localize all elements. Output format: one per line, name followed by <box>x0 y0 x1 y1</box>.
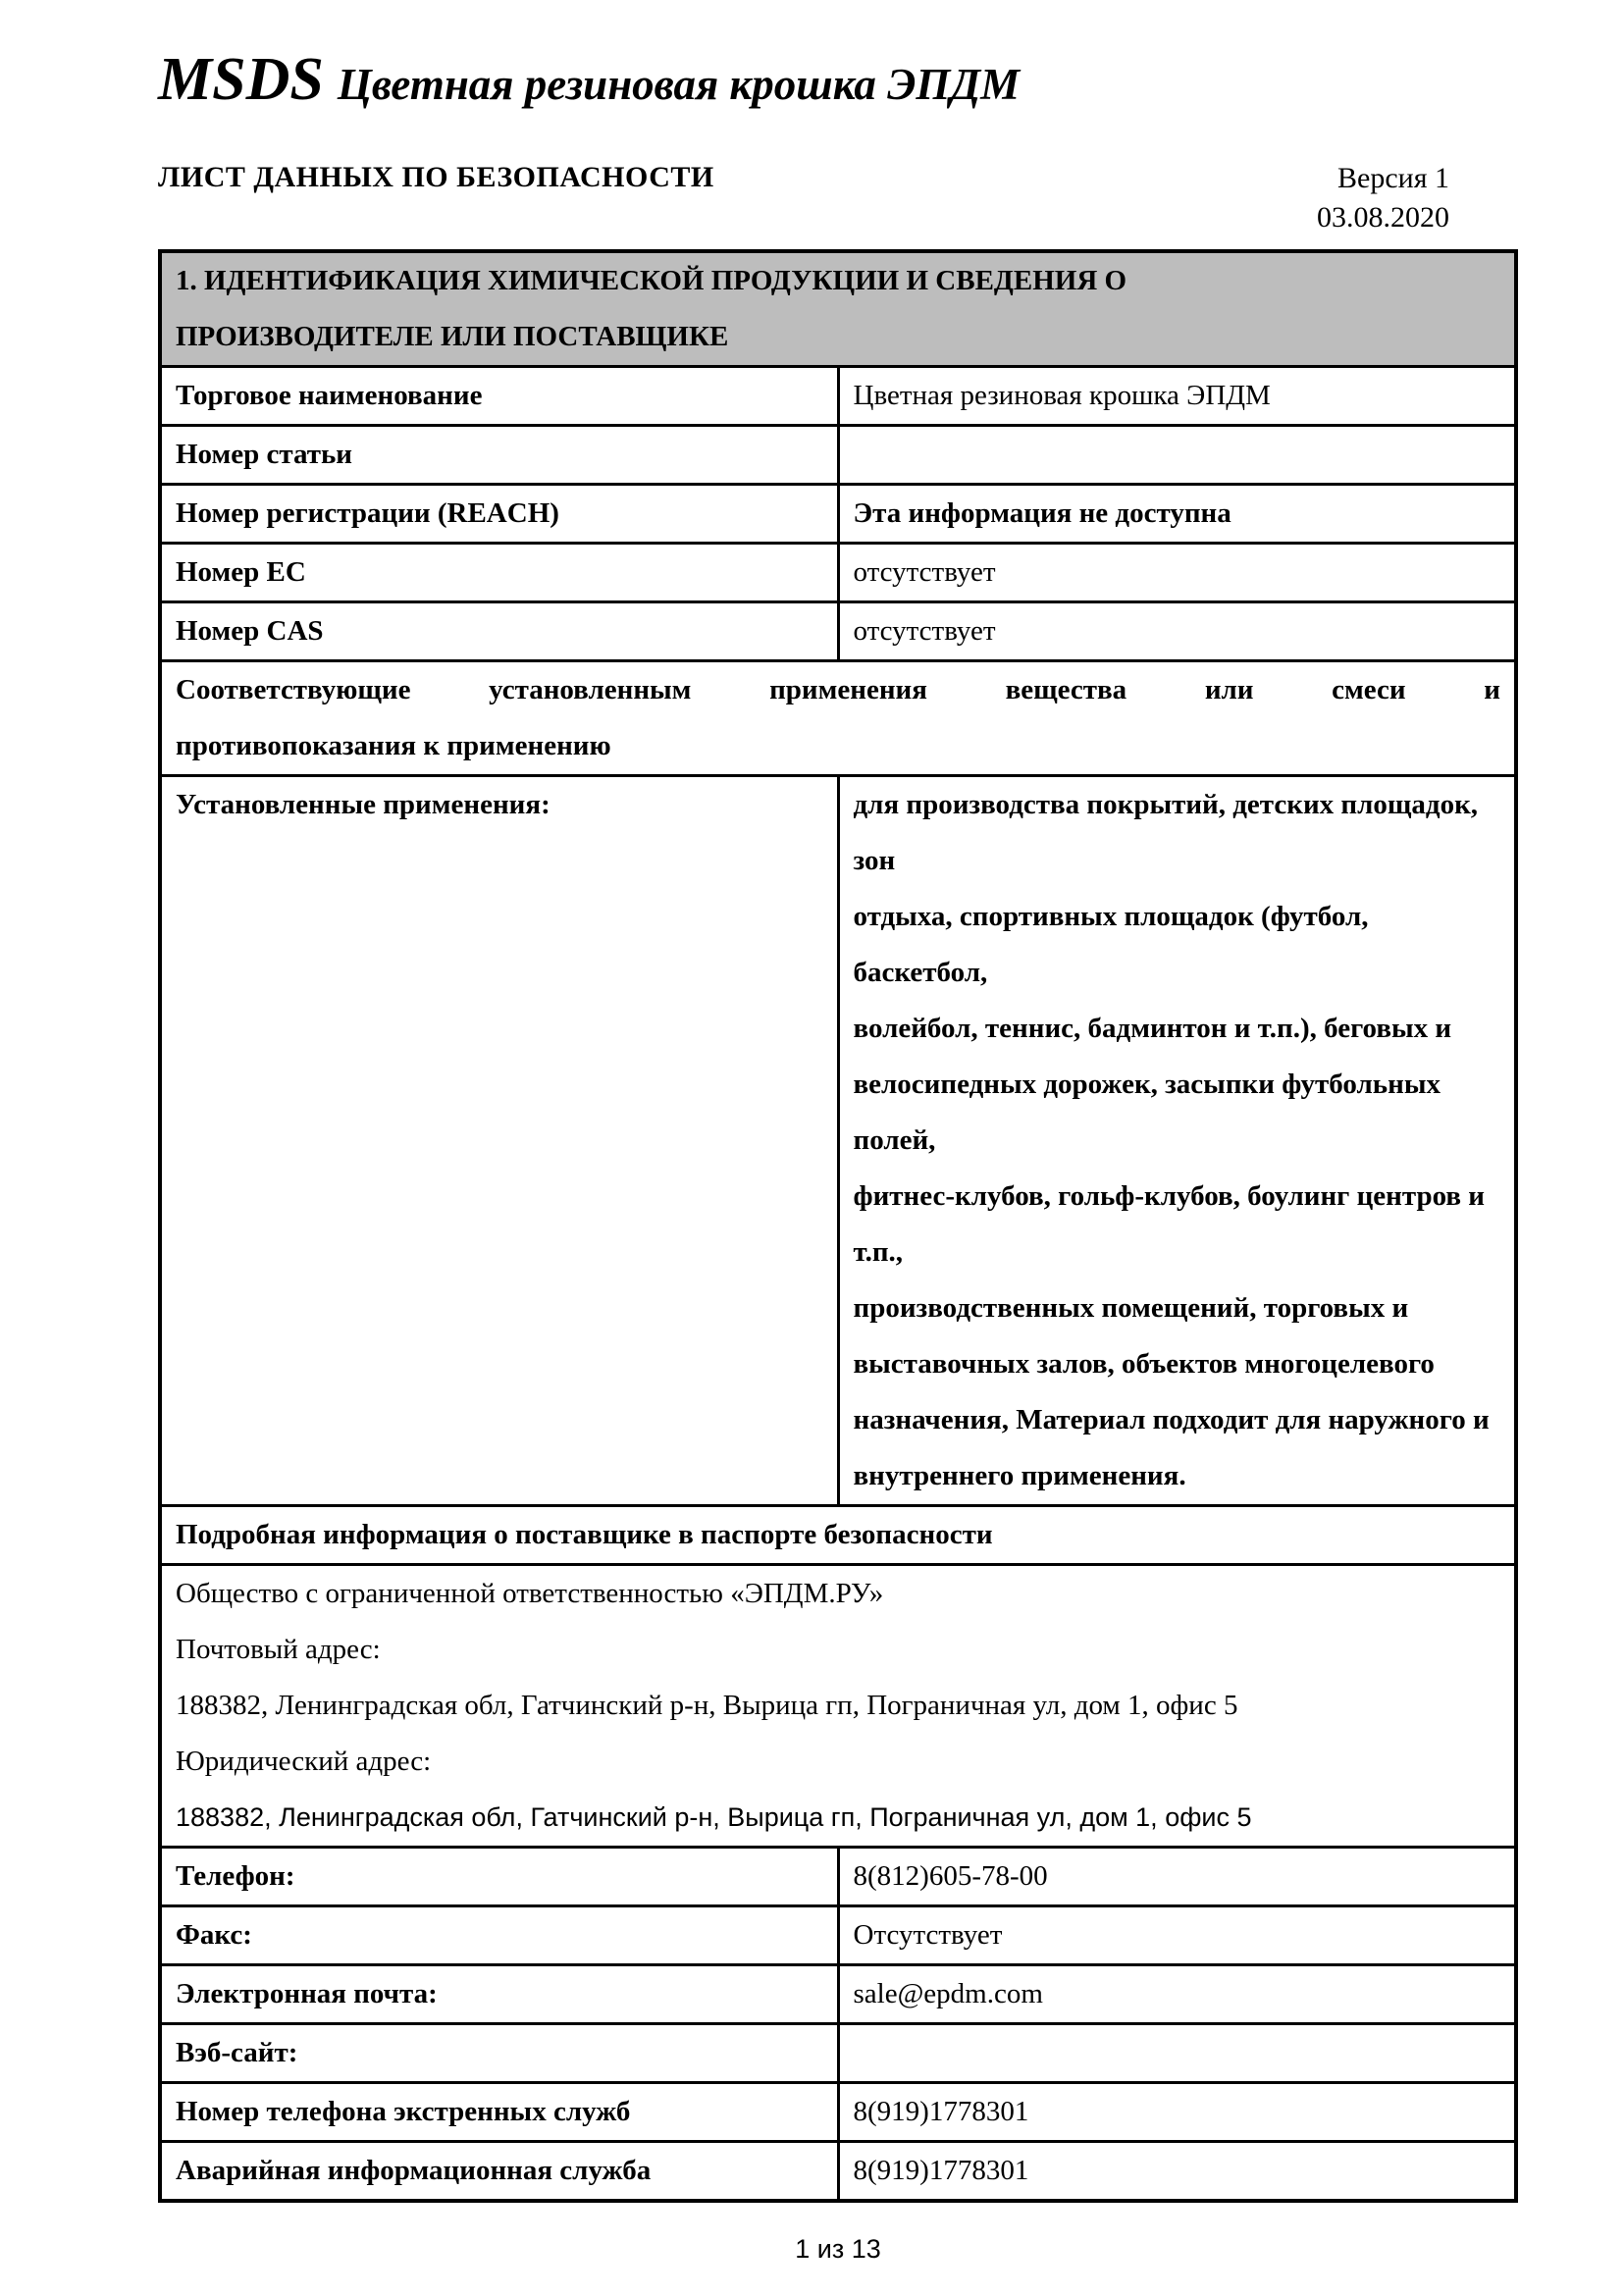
supplier-legal-address: 188382, Ленинградская обл, Гатчинский р-н, Вырица гп, Пограничная ул, дом 1, офис 5 <box>176 1802 1252 1832</box>
identified-uses-line: выставочных залов, объектов многоцелевого <box>853 1348 1435 1380</box>
table-row-supplier-details <box>160 1565 1516 1848</box>
field-label-email: Электронная почта: <box>160 1965 838 2024</box>
field-label-cas-number: Номер CAS <box>160 602 838 661</box>
table-row-fax <box>160 1906 1516 1965</box>
table-row-email <box>160 1965 1516 2024</box>
table-row-cas-number <box>160 602 1516 661</box>
relevant-uses-heading <box>160 661 1516 776</box>
table-row-website <box>160 2024 1516 2083</box>
field-value-ec-number: отсутствует <box>838 544 1516 602</box>
field-value-emergency-phone: 8(919)1778301 <box>838 2083 1516 2142</box>
identified-uses-line: отдыха, спортивных площадок (футбол, баскетбол, <box>853 901 1369 988</box>
page-content <box>158 0 1518 2265</box>
field-value-website <box>838 2024 1516 2083</box>
field-value-cas-number: отсутствует <box>838 602 1516 661</box>
field-label-phone: Телефон: <box>160 1848 838 1906</box>
field-label-fax: Факс: <box>160 1906 838 1965</box>
table-row-trade-name <box>160 367 1516 426</box>
field-label-reach-number: Номер регистрации (REACH) <box>160 485 838 544</box>
table-row-relevant-uses-heading <box>160 661 1516 776</box>
field-value-fax: Отсутствует <box>838 1906 1516 1965</box>
identified-uses-line: фитнес-клубов, гольф-клубов, боулинг центров и т.п., <box>853 1180 1485 1268</box>
version-label: Версия 1 <box>1337 162 1449 194</box>
field-value-reach-number: Эта информация не доступна <box>838 485 1516 544</box>
identified-uses-line: велосипедных дорожек, засыпки футбольных полей, <box>853 1069 1441 1156</box>
identified-uses-line: волейбол, теннис, бадминтон и т.п.), беговых и <box>853 1013 1452 1044</box>
section-heading-row <box>160 251 1516 367</box>
identified-uses-line: производственных помещений, торговых и <box>853 1292 1409 1324</box>
supplier-legal-label: Юридический адрес: <box>176 1746 432 1777</box>
relevant-uses-heading-line2: противопоказания к применению <box>176 730 611 761</box>
field-label-article-number: Номер статьи <box>160 426 838 485</box>
table-row-ec-number <box>160 544 1516 602</box>
field-value-trade-name: Цветная резиновая крошка ЭПДМ <box>838 367 1516 426</box>
product-name-title: Цветная резиновая крошка ЭПДМ <box>337 60 1021 109</box>
table-row-emergency-phone <box>160 2083 1516 2142</box>
table-row-phone <box>160 1848 1516 1906</box>
table-row-identified-uses <box>160 776 1516 1506</box>
field-value-phone: 8(812)605-78-00 <box>838 1848 1516 1906</box>
msds-abbreviation: MSDS <box>158 46 324 113</box>
supplier-company-name: Общество с ограниченной ответственностью «ЭПДМ.РУ» <box>176 1578 884 1609</box>
header-row <box>158 159 1518 237</box>
field-label-trade-name: Торговое наименование <box>160 367 838 426</box>
identified-uses-line: для производства покрытий, детских площадок, зон <box>853 789 1479 876</box>
field-label-emergency-info-service: Аварийная информационная служба <box>160 2142 838 2202</box>
sheet-subtitle: ЛИСТ ДАННЫХ ПО БЕЗОПАСНОСТИ <box>158 161 714 193</box>
supplier-heading: Подробная информация о поставщике в паспорте безопасности <box>160 1506 1516 1565</box>
table-row-supplier-heading <box>160 1506 1516 1565</box>
section1-heading <box>160 251 1516 367</box>
section1-table <box>158 249 1518 2203</box>
field-value-email: sale@epdm.com <box>838 1965 1516 2024</box>
field-label-emergency-phone: Номер телефона экстренных служб <box>160 2083 838 2142</box>
identified-uses-line: назначения, Материал подходит для наружного и <box>853 1404 1490 1435</box>
field-label-website: Вэб-сайт: <box>160 2024 838 2083</box>
document-title <box>158 0 1518 133</box>
field-value-article-number <box>838 426 1516 485</box>
field-label-identified-uses: Установленные применения: <box>160 776 838 1506</box>
field-value-identified-uses <box>838 776 1516 1506</box>
page-number: 1 из 13 <box>795 2234 881 2264</box>
relevant-uses-heading-line1: Соответствующие установленным применения вещества или смеси и <box>176 674 1500 705</box>
version-date: 03.08.2020 <box>1317 201 1449 234</box>
table-row-reach-number <box>160 485 1516 544</box>
supplier-postal-label: Почтовый адрес: <box>176 1634 381 1665</box>
supplier-postal-address: 188382, Ленинградская обл, Гатчинский р-н, Вырица гп, Пограничная ул, дом 1, офис 5 <box>176 1690 1238 1721</box>
field-label-ec-number: Номер ЕС <box>160 544 838 602</box>
version-block <box>1317 159 1518 237</box>
field-value-emergency-info-service: 8(919)1778301 <box>838 2142 1516 2202</box>
table-row-article-number <box>160 426 1516 485</box>
identified-uses-line: внутреннего применения. <box>853 1460 1186 1491</box>
table-row-emergency-info-service <box>160 2142 1516 2202</box>
section1-heading-line2: ПРОИЗВОДИТЕЛЕ ИЛИ ПОСТАВЩИКЕ <box>176 321 729 352</box>
section1-heading-line1: 1. ИДЕНТИФИКАЦИЯ ХИМИЧЕСКОЙ ПРОДУКЦИИ И СВЕДЕНИЯ О <box>176 265 1127 296</box>
supplier-details <box>160 1565 1516 1848</box>
